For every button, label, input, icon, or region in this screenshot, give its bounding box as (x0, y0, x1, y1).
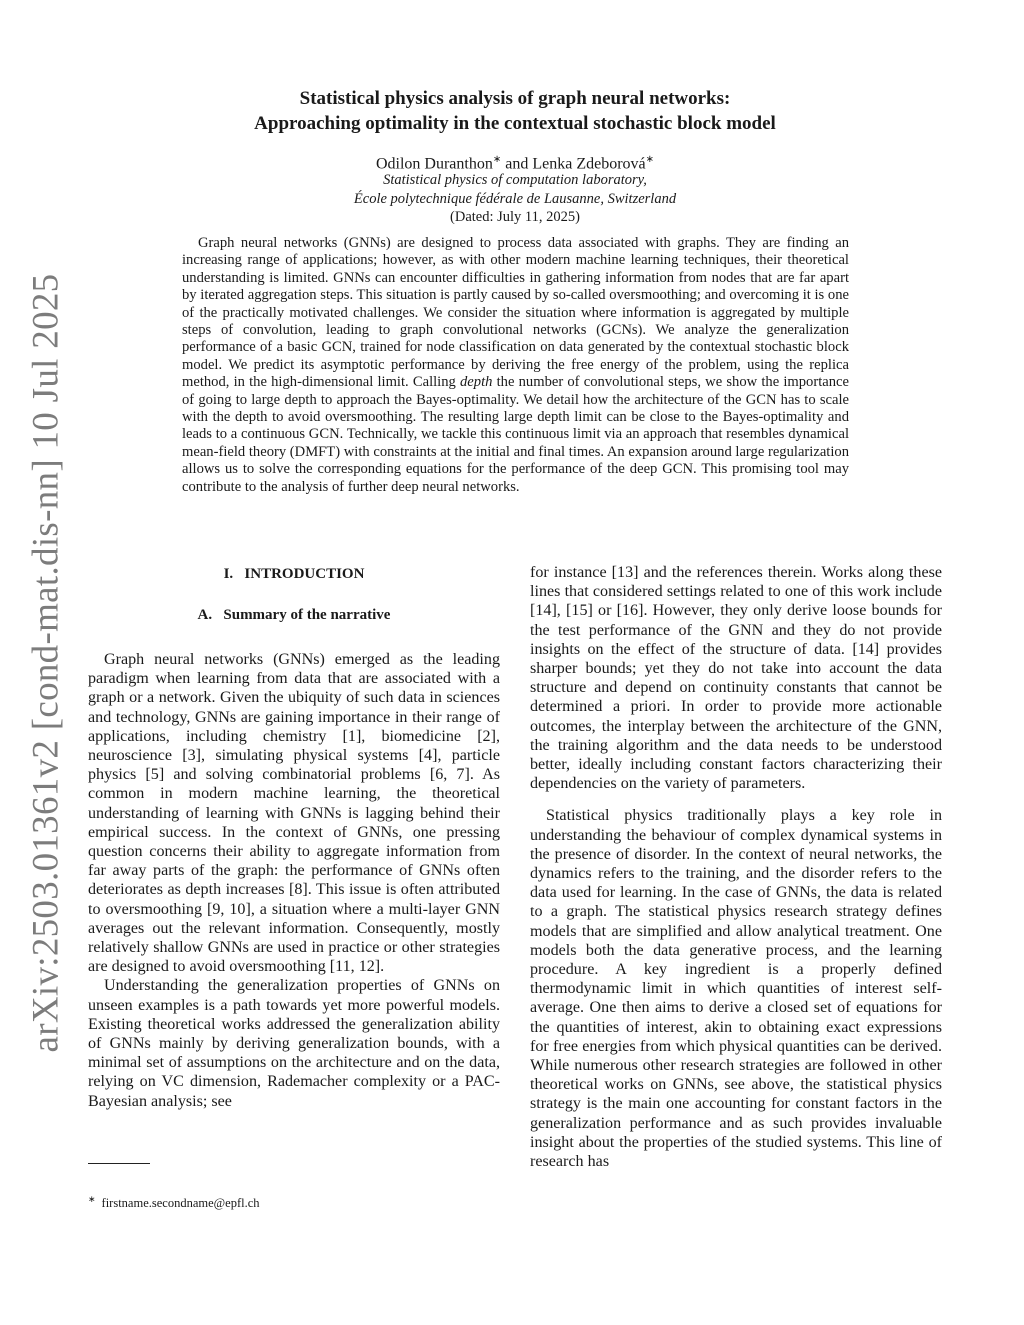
footnote-mark: ∗ (88, 1194, 96, 1204)
title-line-1: Statistical physics analysis of graph neural networks: (299, 88, 731, 109)
body-paragraph: Understanding the generalization properties of GNNs on unseen examples is a path towards yet more powerful models. Existing theoretical works addressed the generalization ability of GNNs mainly by deriving generalization bounds, with a minimal set of assumptions on the architecture and on the data, relying on VC dimension, Rademacher complexity or a PAC-Bayesian analysis; see (88, 977, 500, 1110)
right-column (530, 563, 942, 1171)
left-column (88, 563, 500, 1111)
title-line-2: Approaching optimality in the contextual stochastic block model (254, 113, 776, 134)
paper-title (130, 86, 900, 136)
footnote-email: firstname.secondname@epfl.ch (101, 1196, 260, 1211)
author-conjunction: and (501, 155, 533, 173)
author-1-footnote-mark: ∗ (492, 154, 502, 165)
footnote-divider (88, 1163, 150, 1164)
affiliation-block (130, 171, 900, 227)
subsection-heading-summary: A. Summary of the narrative (197, 607, 391, 623)
body-paragraph: Graph neural networks (GNNs) emerged as the leading paradigm when learning from data that are associated with a graph or a network. Given the ubiquity of such data in sciences and technology, GNNs are gaining importance in their range of applications, including chemistry [1], biomedicine [2], neuroscience [3], simulating physical systems [4], particle physics [5] and solving combinatorial problems [6, 7]. As common in modern machine learning, the theoretical understanding of learning with GNNs is lagging behind their empirical success. In the context of GNNs, one pressing question concerns their ability to aggregate information from far away parts of the graph: the performance of GNNs often deteriorates as depth increases [8]. This issue is often attributed to oversmoothing [9, 10], a situation where a multi-layer GNN averages out the relevant information. Consequently, mostly relatively shallow GNNs are used in practice or other strategies are designed to avoid oversmoothing [11, 12]. (88, 651, 500, 976)
affiliation-line-1: Statistical physics of computation laboratory, (383, 172, 647, 188)
affiliation-line-2: École polytechnique fédérale de Lausanne, Switzerland (353, 190, 677, 207)
author-1: Odilon Duranthon (375, 155, 493, 173)
body-paragraph: for instance [13] and the references therein. Works along these lines that considered settings related to one of this work include [14], [15] or [16]. However, they only derive loose bounds for the test performance of the GNN and they do not provide insights on the effect of the structure of data. [14] provides sharper bounds; yet they do not take into account the data structure and depend on continuity constants that cannot be determined a priori. In order to provide more actionable outcomes, the interplay between the architecture of the GNN, the training algorithm and the data needs to be understood better, ideally including constant factors characterizing their dependencies on the variety of parameters. (530, 564, 942, 793)
author-2-footnote-mark: ∗ (645, 154, 655, 165)
footnote (88, 1191, 260, 1211)
date-line: (Dated: July 11, 2025) (450, 209, 580, 225)
abstract: Graph neural networks (GNNs) are designed to process data associated with graphs. They are finding an increasing range of applications; however, as with other modern machine learning techniques, their theoretical understanding is limited. GNNs can encounter difficulties in gathering information from nodes that are far apart by iterated aggregation steps. This situation is partly caused by so-called oversmoothing; and overcoming it is one of the practically motivated challenges. We consider the situation where information is aggregated by multiple steps of convolution, leading to graph convolutional networks (GCNs). We analyze the generalization performance of a basic GCN, trained for node classification on data generated by the contextual stochastic block model. We predict its asymptotic performance by deriving the free energy of the problem, using the replica method, in the high-dimensional limit. Calling depth the number of convolutional steps, we show the importance of going to large depth to approach the Bayes-optimality. We detail how the architecture of the GCN has to scale with the depth to avoid oversmoothing. The resulting large depth limit can be close to the Bayes-optimality and leads to a continuous GCN. Technically, we tackle this continuous limit via an approach that resembles dynamical mean-field theory (DMFT) with constraints at the initial and final times. An expansion around large regularization allows us to solve the corresponding equations for the performance of the deep GCN. This promising tool may contribute to the analysis of further deep neural networks. (182, 235, 849, 495)
body-paragraph: Statistical physics traditionally plays a key role in understanding the behaviour of complex dynamical systems in the presence of disorder. In the context of neural networks, the dynamics refers to the training, and the disorder refers to the data used for learning. In the case of GNNs, the data is related to a graph. The statistical physics research strategy defines models that are simplified and allow analytical treatment. One models both the data generative process, and the learning procedure. A key ingredient is a properly defined thermodynamic limit in which quantities of interest self-average. One then aims to derive a closed set of equations for the quantities of interest, akin to obtaining exact expressions for free energies from which physical quantities can be derived. While numerous other research strategies are followed in other theoretical works on GNNs, see above, the statistical physics strategy is the main one accounting for constant factors in the generalization performance and as such provides invaluable insight about the properties of the studied systems. This line of research has (530, 807, 942, 1171)
author-2: Lenka Zdeborová (532, 155, 646, 173)
section-heading-introduction: I. INTRODUCTION (223, 566, 365, 582)
arxiv-identifier-stamp: arXiv:2503.01361v2 [cond-mat.dis-nn] 10 Jul 2025 (25, 273, 67, 1053)
